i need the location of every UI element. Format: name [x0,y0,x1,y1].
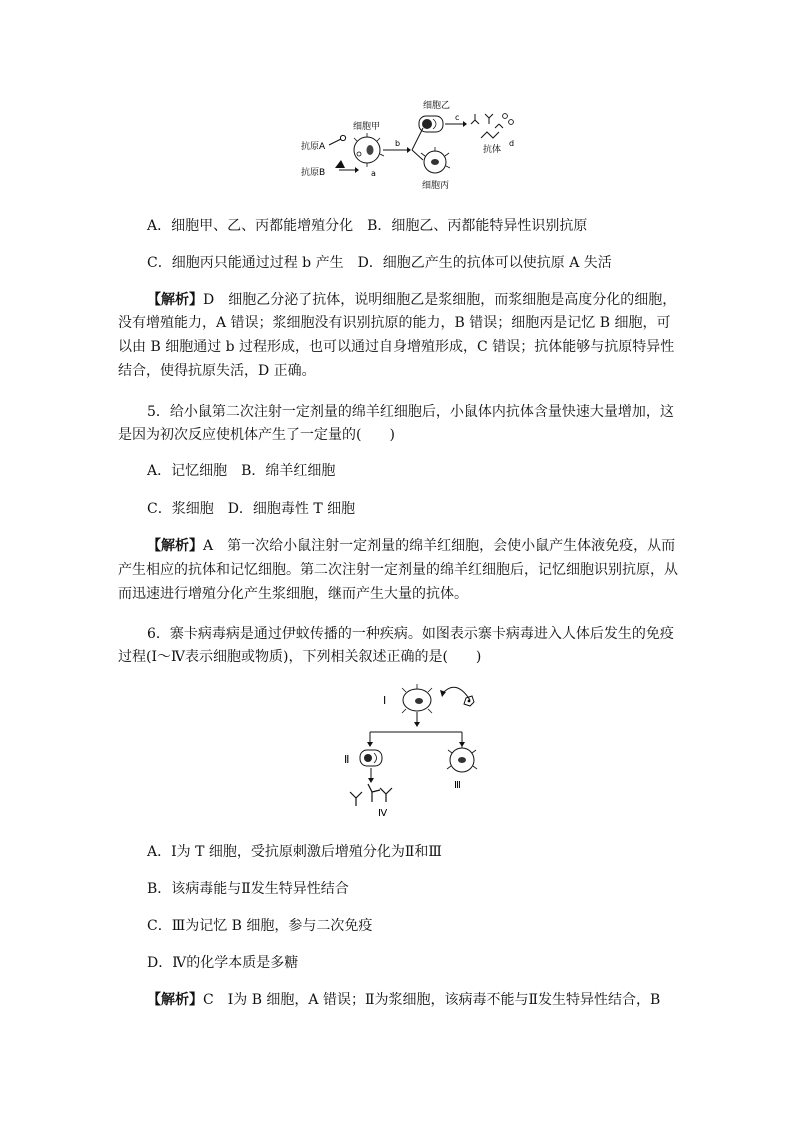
antibody-label: 抗体 [483,145,502,155]
q4-options-cd: C．细胞丙只能通过过程 b 产生 D．细胞乙产生的抗体可以使抗原 A 失活 [147,255,612,271]
q6-option-c: C．Ⅲ为记忆 B 细胞，参与二次免疫 [147,918,373,934]
antigen-a-label: 抗原A [301,142,326,152]
q5-analysis-line3: 而迅速进行增殖分化产生浆细胞，继而产生大量的抗体。 [118,586,468,602]
process-b-label: b [395,139,401,148]
q6-analysis-tag: 【解析】 [147,992,203,1008]
q5-stem-line2: 是因为初次反应使机体产生了一定量的( ) [118,427,395,443]
q6-stem-line1: 6．寨卡病毒病是通过伊蚊传播的一种疾病。如图表示寨卡病毒进入人体后发生的免疫 [147,626,674,642]
fig-label-III: Ⅲ [454,780,461,791]
q4-analysis-line2: 没有增殖能力，A 错误；浆细胞没有识别抗原的能力，B 错误；细胞丙是记忆 B 细胞，可 [118,315,671,331]
antigen-a-icon [340,135,345,140]
q6-option-a: A．Ⅰ为 T 细胞，受抗原刺激后增殖分化为Ⅱ和Ⅲ [147,844,442,860]
q5-analysis-line1 [147,536,675,556]
cell-bing-label: 细胞丙 [422,181,450,191]
fig-label-I: Ⅰ [383,694,387,707]
q5-analysis-text1: A 第一次给小鼠注射一定剂量的绵羊红细胞，会使小鼠产生体液免疫，从而 [203,538,676,554]
q4-analysis-text1: D 细胞乙分泌了抗体，说明细胞乙是浆细胞，而浆细胞是高度分化的细胞， [203,292,677,308]
q6-analysis-line1 [147,990,660,1010]
q5-options-ab: A．记忆细胞 B．绵羊红细胞 [147,463,336,479]
q5-stem-line1: 5．给小鼠第二次注射一定剂量的绵羊红细胞后，小鼠体内抗体含量快速大量增加，这 [147,404,674,420]
fig-label-II: Ⅱ [344,753,350,766]
q6-analysis-text1: C Ⅰ为 B 细胞，A 错误；Ⅱ为浆细胞，该病毒不能与Ⅱ发生特异性结合，B [203,992,661,1008]
q6-option-b: B．该病毒能与Ⅱ发生特异性结合 [147,881,349,897]
q6-option-d: D．Ⅳ的化学本质是多糖 [147,955,299,971]
process-a-label: a [371,169,376,178]
process-c-label: c [455,113,460,122]
figure-zika-immune [330,680,490,820]
antibody-icon [471,114,479,124]
q5-options-cd: C．浆细胞 D．细胞毒性 T 细胞 [147,501,356,517]
fig-label-IV: Ⅳ [378,808,388,819]
antigen-b-label: 抗原B [301,168,326,178]
antibody-IV-icon [350,792,362,806]
figure-zika-immune-svg [330,680,490,820]
antigen-b-icon [335,160,345,168]
cell-yi-label: 细胞乙 [423,101,451,111]
figure-immune-cells [295,98,525,194]
process-d-label: d [509,139,515,148]
figure-immune-cells-svg [295,98,525,194]
q5-analysis-tag: 【解析】 [147,538,203,554]
q4-analysis-line3: 以由 B 细胞通过 b 过程形成，也可以通过自身增殖形成，C 错误；抗体能够与抗原特异性 [118,339,675,355]
q4-analysis-line4: 结合，使得抗原失活，D 正确。 [118,363,316,379]
q5-analysis-line2: 产生相应的抗体和记忆细胞。第二次注射一定剂量的绵羊红细胞后，记忆细胞识别抗原，从 [118,562,678,578]
q4-options-ab: A．细胞甲、乙、丙都能增殖分化 B．细胞乙、丙都能特异性识别抗原 [147,218,588,234]
q4-analysis-tag: 【解析】 [147,292,203,308]
q6-stem-line2: 过程(Ⅰ～Ⅳ表示细胞或物质)，下列相关叙述正确的是( ) [118,649,482,665]
q4-analysis-line1 [147,290,676,310]
cell-jia-label: 细胞甲 [353,122,381,132]
